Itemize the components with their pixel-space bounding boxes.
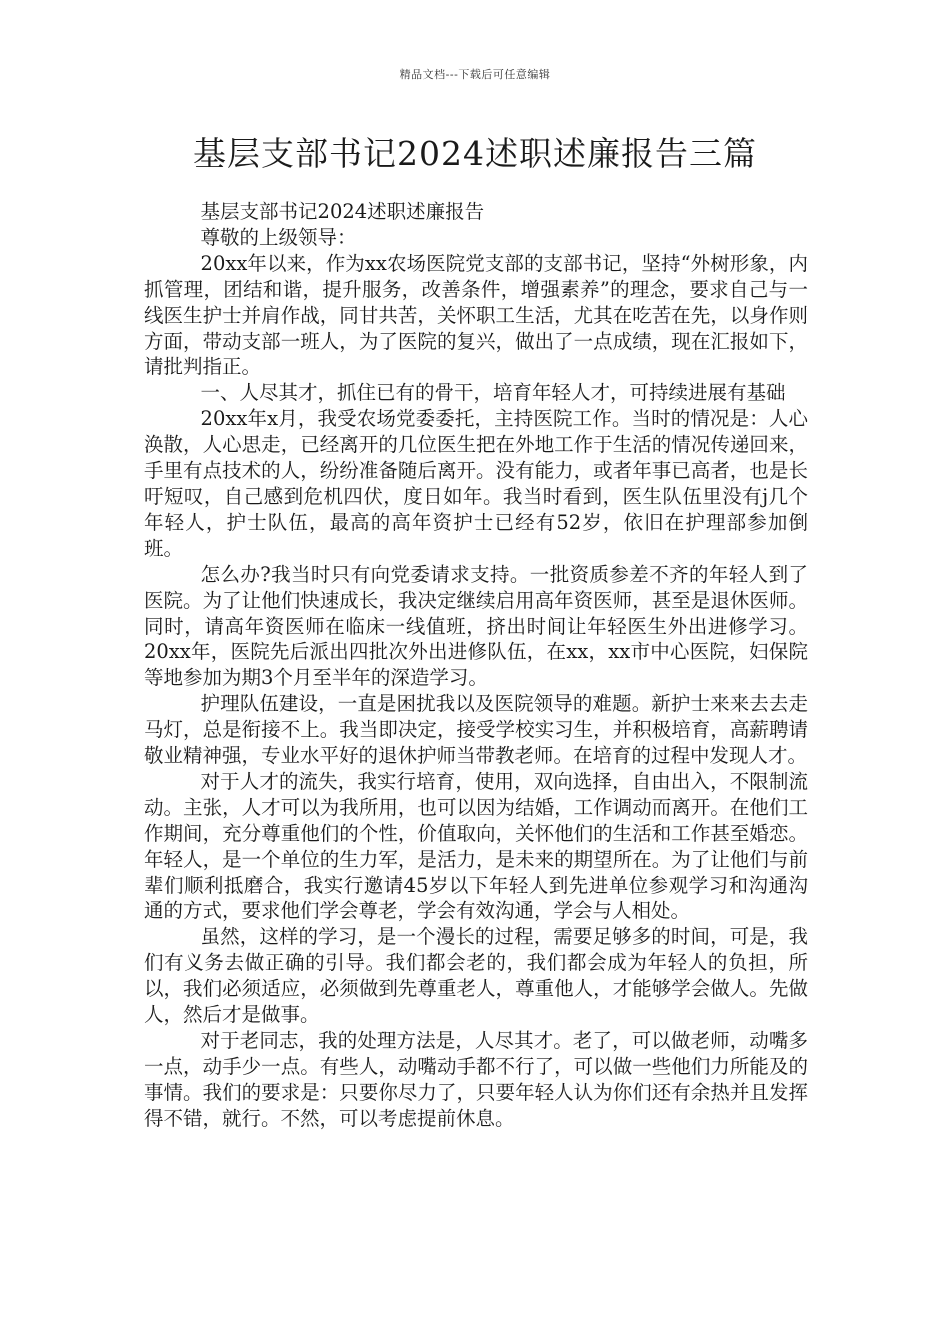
paragraph: 20xx年x月，我受农场党委委托，主持医院工作。当时的情况是：人心涣散，人心思走，已经离开的几位医生把在外地工作于生活的情况传递回来，手里有点技术的人，纷纷准备随后离开。没有能力，或者年事已高者，也是长吁短叹，自己感到危机四伏，度日如年。我当时看到，医生队伍里没有j几个年轻人，护士队伍，最高的高年资护士已经有52岁，依旧在护理部参加倒班。	[144, 407, 808, 560]
report-subtitle: 基层支部书记2024述职述廉报告	[200, 200, 485, 223]
header-note: 精品文档---下载后可任意编辑	[399, 68, 551, 81]
salutation: 尊敬的上级领导：	[200, 225, 357, 249]
document-title: 基层支部书记2024述职述廉报告三篇	[193, 134, 757, 173]
paragraph-intro: 20xx年以来，作为xx农场医院党支部的支部书记，坚持“外树形象，内抓管理，团结和谐，提升服务，改善条件，增强素养”的理念，要求自己与一线医生护士并肩作战，同甘共苦，关怀职工生活，尤其在吃苦在先，以身作则方面，带动支部一班人，为了医院的复兴，做出了一点成绩，现在汇报如下，请批判指正。	[144, 251, 808, 379]
paragraph: 虽然，这样的学习，是一个漫长的过程，需要足够多的时间，可是，我们有义务去做正确的引导。我们都会老的，我们都会成为年轻人的负担，所以，我们必须适应，必须做到先尊重老人，尊重他人，才能够学会做人。先做人，然后才是做事。	[144, 925, 808, 1027]
paragraph: 对于老同志，我的处理方法是，人尽其才。老了，可以做老师，动嘴多一点，动手少一点。有些人，动嘴动手都不行了，可以做一些他们力所能及的事情。我们的要求是：只要你尽力了，只要年轻人认为你们还有余热并且发挥得不错，就行。不然，可以考虑提前休息。	[144, 1029, 808, 1130]
paragraph: 怎么办?我当时只有向党委请求支持。一批资质参差不齐的年轻人到了医院。为了让他们快速成长，我决定继续启用高年资医师，甚至是退休医师。同时，请高年资医师在临床一线值班，挤出时间让年轻医生外出进修学习。20xx年，医院先后派出四批次外出进修队伍，在xx，xx市中心医院，妇保院等地参加为期3个月至半年的深造学习。	[144, 562, 808, 690]
paragraph: 护理队伍建设，一直是困扰我以及医院领导的难题。新护士来来去去走马灯，总是衔接不上。我当即决定，接受学校实习生，并积极培育，高薪聘请敬业精神强，专业水平好的退休护师当带教老师。在培育的过程中发现人才。	[144, 692, 808, 768]
paragraph: 对于人才的流失，我实行培育，使用，双向选择，自由出入，不限制流动。主张，人才可以为我所用，也可以因为结婚，工作调动而离开。在他们工作期间，充分尊重他们的个性，价值取向，关怀他们的生活和工作甚至婚恋。年轻人，是一个单位的生力军，是活力，是未来的期望所在。为了让他们与前辈们顺利抵磨合，我实行邀请45岁以下年轻人到先进单位参观学习和沟通沟通的方式，要求他们学会尊老，学会有效沟通，学会与人相处。	[144, 769, 808, 923]
document-body	[144, 199, 808, 1132]
section-heading-1: 一、人尽其才，抓住已有的骨干，培育年轻人才，可持续进展有基础	[200, 381, 786, 405]
